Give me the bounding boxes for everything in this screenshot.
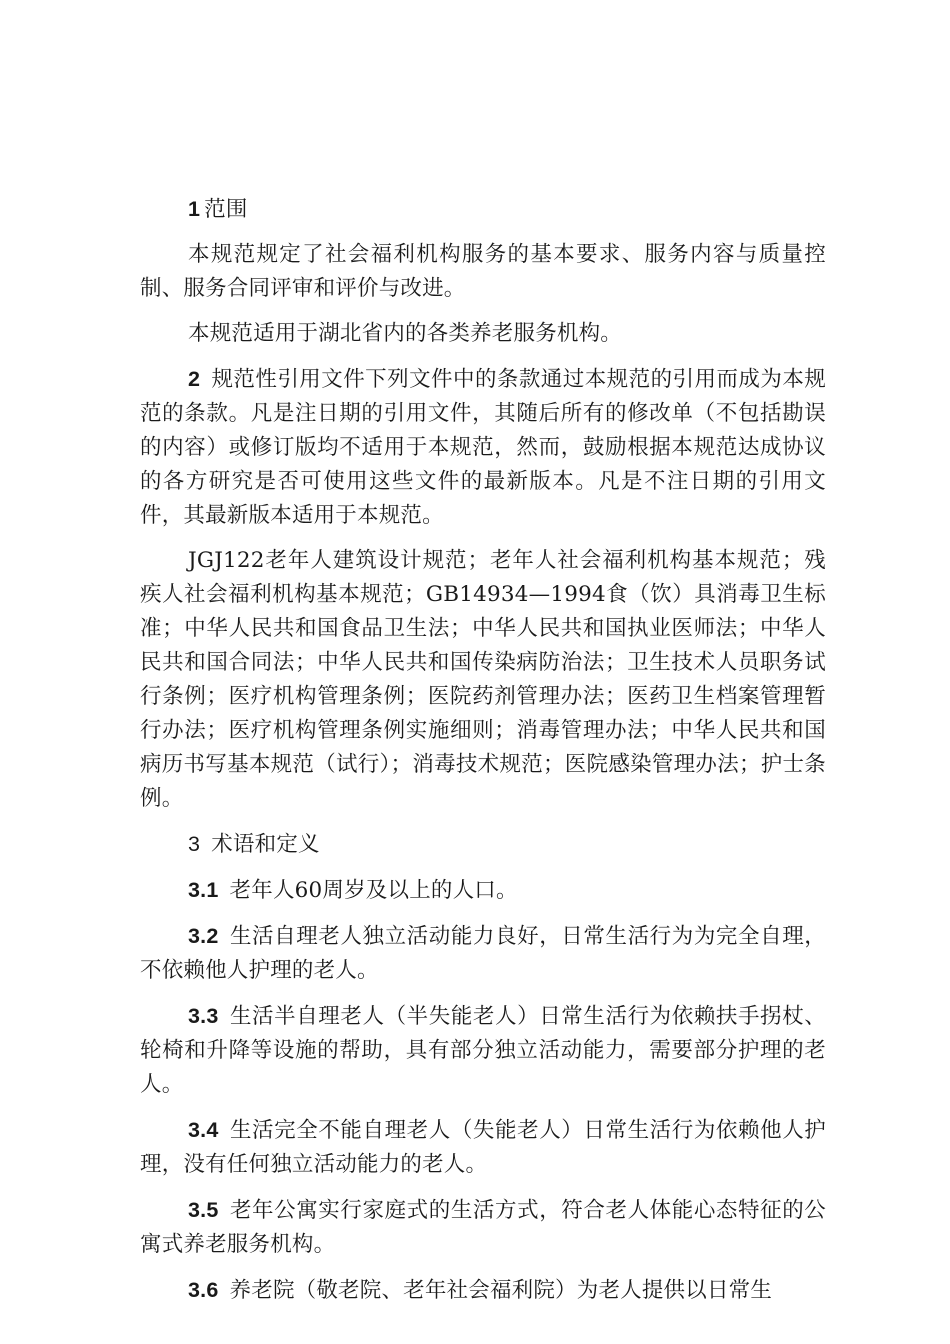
section-3-heading xyxy=(140,827,826,862)
section-title: 范围 xyxy=(204,197,248,222)
definition-3-4 xyxy=(140,1113,826,1182)
definition-number: 3.3 xyxy=(188,1004,219,1028)
section-title: 术语和定义 xyxy=(211,832,320,857)
section-text: 规范性引用文件下列文件中的条款通过本规范的引用而成为本规范的条款。凡是注日期的引用文件，其随后所有的修改单（不包括勘误的内容）或修订版均不适用于本规范，然而，鼓励根据本规范达成协议的各方研究是否可使用这些文件的最新版本。凡是不注日期的引用文件，其最新版本适用于本规范。 xyxy=(140,367,826,528)
definition-number: 3.5 xyxy=(188,1198,219,1222)
scope-paragraph-1: 本规范规定了社会福利机构服务的基本要求、服务内容与质量控制、服务合同评审和评价与改进。 xyxy=(140,242,826,301)
definition-text: 老年人60周岁及以上的人口。 xyxy=(229,878,518,903)
definition-text: 养老院（敬老院、老年社会福利院）为老人提供以日常生 xyxy=(229,1278,773,1303)
definition-3-2 xyxy=(140,919,826,988)
document-body xyxy=(140,192,826,1319)
references-paragraph: JGJ122老年人建筑设计规范；老年人社会福利机构基本规范；残疾人社会福利机构基本规范；GB14934—1994食（饮）具消毒卫生标准；中华人民共和国食品卫生法；中华人民共和国执业医师法；中华人民共和国合同法；中华人民共和国传染病防治法；卫生技术人员职务试行条例；医疗机构管理条例；医院药剂管理办法；医药卫生档案管理暂行办法；医疗机构管理条例实施细则；消毒管理办法；中华人民共和国病历书写基本规范（试行）；消毒技术规范；医院感染管理办法；护士条例。 xyxy=(140,548,826,811)
section-number: 3 xyxy=(188,832,201,856)
definition-text: 生活自理老人独立活动能力良好，日常生活行为为完全自理，不依赖他人护理的老人。 xyxy=(140,924,826,983)
definition-number: 3.6 xyxy=(188,1278,219,1302)
section-number: 2 xyxy=(188,367,201,391)
section-2-paragraph xyxy=(140,362,826,533)
definition-3-3 xyxy=(140,999,826,1102)
definition-3-6 xyxy=(140,1273,826,1308)
section-number: 1 xyxy=(188,197,201,221)
definition-text: 生活半自理老人（半失能老人）日常生活行为依赖扶手拐杖、轮椅和升降等设施的帮助，具有部分独立活动能力，需要部分护理的老人。 xyxy=(140,1004,826,1097)
definition-text: 生活完全不能自理老人（失能老人）日常生活行为依赖他人护理，没有任何独立活动能力的老人。 xyxy=(140,1118,826,1177)
definition-3-5 xyxy=(140,1193,826,1262)
definition-text: 老年公寓实行家庭式的生活方式，符合老人体能心态特征的公寓式养老服务机构。 xyxy=(140,1198,826,1257)
definition-number: 3.2 xyxy=(188,924,219,948)
definition-number: 3.1 xyxy=(188,878,219,902)
definition-3-1 xyxy=(140,873,826,908)
scope-paragraph-2: 本规范适用于湖北省内的各类养老服务机构。 xyxy=(188,321,623,346)
definition-number: 3.4 xyxy=(188,1118,219,1142)
section-1-heading xyxy=(140,192,826,227)
